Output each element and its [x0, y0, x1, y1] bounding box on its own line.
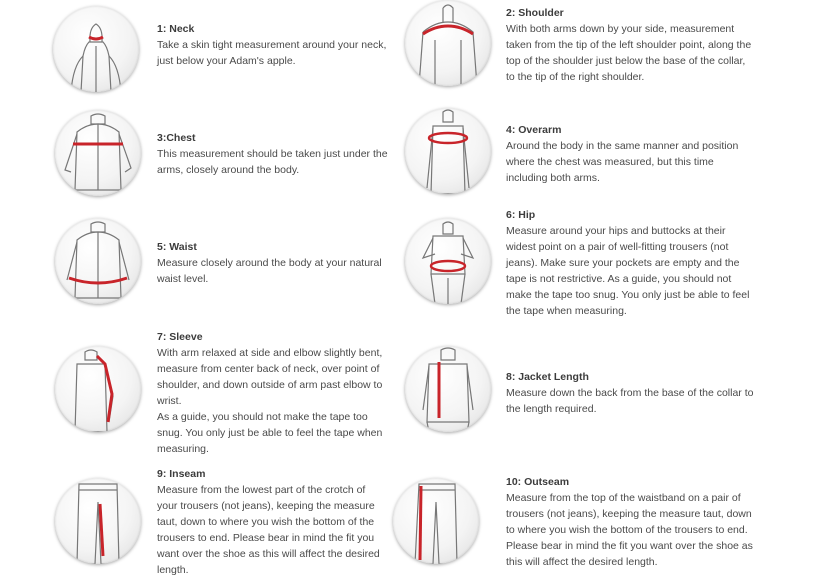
outseam-measurement-icon	[393, 478, 479, 564]
jacket-length-title: 8: Jacket Length	[506, 371, 589, 383]
neck-description: Take a skin tight measurement around your neck, just below your Adam's apple.	[157, 39, 387, 67]
sleeve-description: With arm relaxed at side and elbow slightly bent, measure from center back of neck, over point of shoulder, and down outside of arm past elbow to wrist. As a guide, you should not make the tape too snug. You only just be able to feel the tape when measuring.	[157, 347, 383, 455]
hip-description: Measure around your hips and buttocks at their widest point on a pair of well-fitting trousers (not jeans). Make sure your pockets are empty and the tape is not restrictive. As a guide, you should not make the tape too snug. You only just be able to feel the tape when measuring.	[506, 225, 750, 317]
inseam-title: 9: Inseam	[157, 468, 206, 480]
jacket-length-description: Measure down the back from the base of the collar to the length required.	[506, 387, 754, 415]
neck-title: 1: Neck	[157, 23, 195, 35]
chest-measurement-icon	[55, 110, 141, 196]
chest-title: 3:Chest	[157, 132, 196, 144]
sleeve-title: 7: Sleeve	[157, 331, 203, 343]
hip-measurement-icon	[405, 218, 491, 304]
outseam-title: 10: Outseam	[506, 476, 570, 488]
inseam-description: Measure from the lowest part of the crotch of your trousers (not jeans), keeping the measure taut, down to where you wish the bottom of the trousers to end. Please bear in mind the fit you want over the shoe as this will affect the desired length.	[157, 484, 380, 576]
overarm-title: 4: Overarm	[506, 124, 562, 136]
shoulder-description: With both arms down by your side, measurement taken from the tip of the left shoulder point, along the top of the shoulder just below the base of the collar, to the tip of the right shoulder.	[506, 23, 752, 83]
outseam-description: Measure from the top of the waistband on a pair of trousers (not jeans), keeping the measure taut, down to where you wish the bottom of the trousers to end. Please bear in mind the fit you want over the shoe as this will affect the desired length.	[506, 492, 753, 568]
chest-description: This measurement should be taken just under the arms, closely around the body.	[157, 148, 388, 176]
sleeve-measurement-icon	[55, 346, 141, 432]
shoulder-title: 2: Shoulder	[506, 7, 564, 19]
waist-title: 5: Waist	[157, 241, 197, 253]
jacket-length-measurement-icon	[405, 346, 491, 432]
shoulder-measurement-icon	[405, 0, 491, 86]
inseam-measurement-icon	[55, 478, 141, 564]
overarm-measurement-icon	[405, 108, 491, 194]
neck-measurement-icon	[53, 6, 139, 92]
overarm-description: Around the body in the same manner and position where the chest was measured, but this time including both arms.	[506, 140, 739, 184]
hip-title: 6: Hip	[506, 209, 536, 221]
waist-description: Measure closely around the body at your natural waist level.	[157, 257, 382, 285]
waist-measurement-icon	[55, 218, 141, 304]
